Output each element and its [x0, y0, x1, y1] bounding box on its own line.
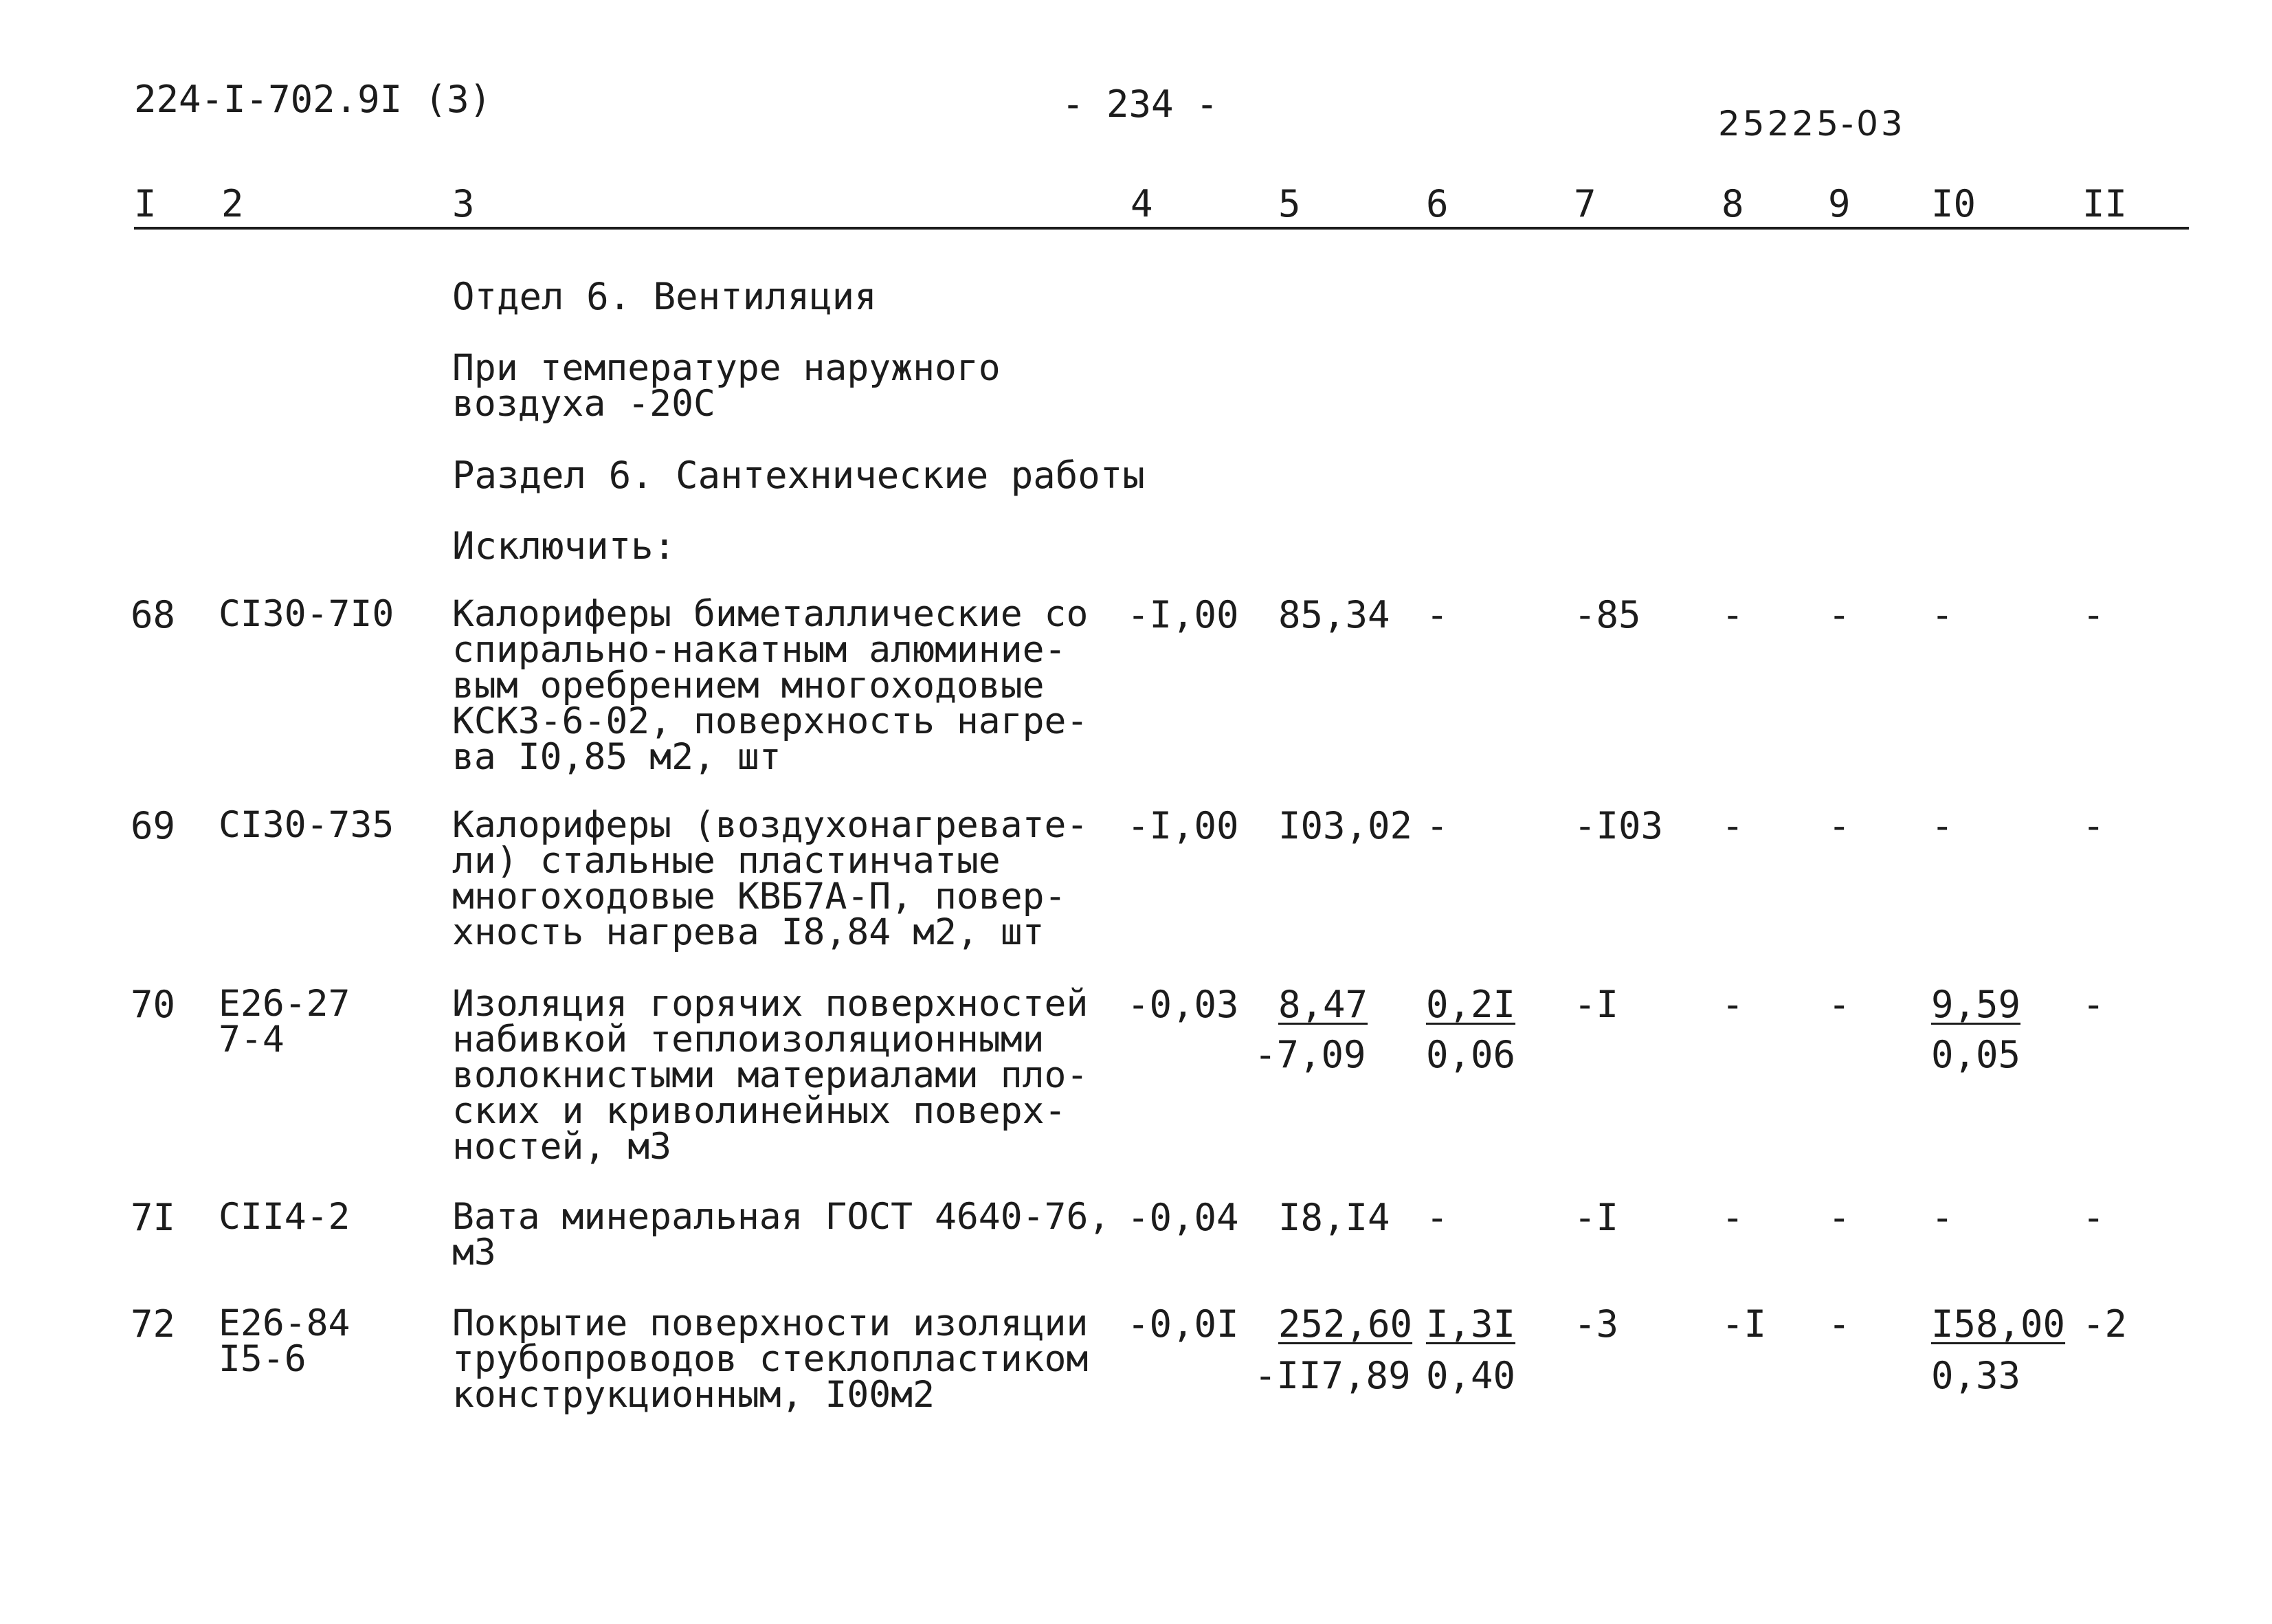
- row-col7: -3: [1574, 1302, 1619, 1346]
- section-heading: Отдел 6. Вентиляция: [452, 275, 877, 318]
- column-header-2: 2: [221, 182, 244, 225]
- row-col11: -: [2082, 983, 2105, 1026]
- row-code: СI30-7I0: [219, 593, 394, 635]
- row-col7: -I: [1574, 983, 1619, 1026]
- row-quantity: -0,03: [1127, 983, 1239, 1026]
- row-description: Калориферы биметаллические со спирально-накатным алюминие- вым оребрением многоходовые КСК3-6-02, поверхность нагре- ва I0,85 м2, шт: [452, 593, 1089, 778]
- header-rule: [134, 227, 2189, 230]
- row-col9: -: [1828, 983, 1851, 1026]
- row-number: 70: [131, 983, 176, 1026]
- row-col6-secondary: 0,40: [1426, 1354, 1516, 1397]
- row-col8: -: [1722, 983, 1744, 1026]
- row-col8: -: [1722, 1196, 1744, 1239]
- exclude-label: Исключить:: [452, 524, 676, 568]
- row-col6: 0,2I: [1426, 983, 1516, 1026]
- row-code: СII4-2: [219, 1196, 350, 1238]
- column-header-11: II: [2082, 182, 2128, 225]
- row-price: I8,I4: [1278, 1196, 1390, 1239]
- row-col11: -: [2082, 1196, 2105, 1239]
- row-price-secondary: -7,09: [1254, 1033, 1366, 1076]
- row-code: Е26-84 I5-6: [219, 1302, 350, 1380]
- column-header-6: 6: [1426, 182, 1449, 225]
- row-col10: -: [1931, 593, 1954, 636]
- row-quantity: -0,04: [1127, 1196, 1239, 1239]
- row-col10: -: [1931, 804, 1954, 847]
- row-col8: -I: [1722, 1302, 1767, 1346]
- row-description: Покрытие поверхности изоляции трубопроводов стеклопластиком конструкционным, I00м2: [452, 1302, 1089, 1416]
- row-price: 85,34: [1278, 593, 1390, 636]
- row-col7: -I03: [1574, 804, 1664, 847]
- row-col7: -85: [1574, 593, 1641, 636]
- row-col10: I58,00: [1931, 1302, 2066, 1346]
- row-col9: -: [1828, 1196, 1851, 1239]
- column-header-3: 3: [452, 182, 475, 225]
- handwritten-code: 25225-03: [1718, 104, 1906, 144]
- document-code: 224-I-702.9I (3): [134, 78, 492, 121]
- row-number: 69: [131, 804, 176, 847]
- row-col8: -: [1722, 593, 1744, 636]
- column-header-1: I: [134, 182, 157, 225]
- row-col10: -: [1931, 1196, 1954, 1239]
- row-col10-secondary: 0,33: [1931, 1354, 2021, 1397]
- row-col6: -: [1426, 1196, 1449, 1239]
- row-col9: -: [1828, 1302, 1851, 1346]
- condition-heading: При температуре наружного воздуха -20С: [452, 347, 1001, 425]
- column-header-9: 9: [1828, 182, 1851, 225]
- row-col9: -: [1828, 804, 1851, 847]
- row-col10: 9,59: [1931, 983, 2021, 1026]
- row-price: 252,60: [1278, 1302, 1413, 1346]
- row-number: 68: [131, 593, 176, 636]
- row-quantity: -0,0I: [1127, 1302, 1239, 1346]
- row-col9: -: [1828, 593, 1851, 636]
- column-header-5: 5: [1278, 182, 1301, 225]
- row-number: 72: [131, 1302, 176, 1346]
- row-price-secondary: -II7,89: [1254, 1354, 1411, 1397]
- row-code: Е26-27 7-4: [219, 983, 350, 1060]
- row-col6: -: [1426, 804, 1449, 847]
- subsection-heading: Раздел 6. Сантехнические работы: [452, 454, 1145, 497]
- column-header-8: 8: [1722, 182, 1744, 225]
- row-description: Вата минеральная ГОСТ 4640-76, м3: [452, 1196, 1111, 1273]
- row-col6: -: [1426, 593, 1449, 636]
- row-col7: -I: [1574, 1196, 1619, 1239]
- row-number: 7I: [131, 1196, 176, 1239]
- row-price: 8,47: [1278, 983, 1368, 1026]
- row-description: Изоляция горячих поверхностей набивкой теплоизоляционными волокнистыми материалами пло- ских и криволинейных поверх- ностей, м3: [452, 983, 1089, 1168]
- row-col6: I,3I: [1426, 1302, 1516, 1346]
- row-col10-secondary: 0,05: [1931, 1033, 2021, 1076]
- column-header-4: 4: [1131, 182, 1153, 225]
- page-number: - 234 -: [1062, 82, 1218, 126]
- row-quantity: -I,00: [1127, 593, 1239, 636]
- column-header-7: 7: [1574, 182, 1596, 225]
- row-code: СI30-735: [219, 804, 394, 846]
- row-col11: -2: [2082, 1302, 2128, 1346]
- column-header-10: I0: [1931, 182, 1976, 225]
- row-description: Калориферы (воздухонагревате- ли) стальные пластинчатые многоходовые КВБ7А-П, повер- хность нагрева I8,84 м2, шт: [452, 804, 1089, 953]
- row-col6-secondary: 0,06: [1426, 1033, 1516, 1076]
- row-price: I03,02: [1278, 804, 1413, 847]
- row-col11: -: [2082, 593, 2105, 636]
- row-quantity: -I,00: [1127, 804, 1239, 847]
- row-col11: -: [2082, 804, 2105, 847]
- row-col8: -: [1722, 804, 1744, 847]
